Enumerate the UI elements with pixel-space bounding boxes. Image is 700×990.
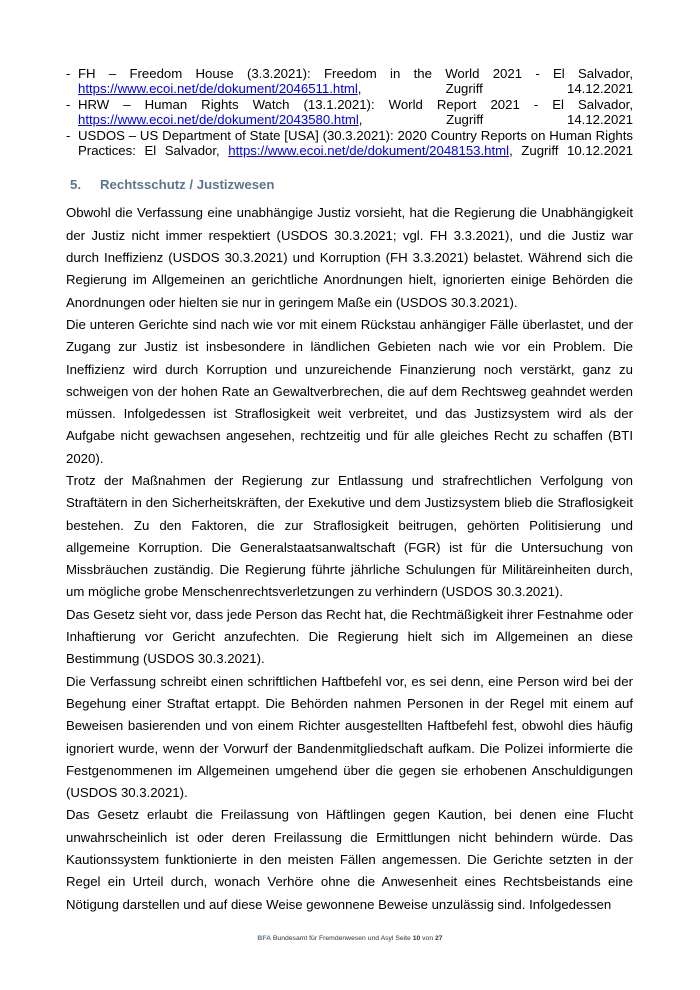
section-number: 5. [70, 177, 81, 193]
body-paragraph: Obwohl die Verfassung eine unabhängige Justiz vorsieht, hat die Regierung die Unabhängigkeit der Justiz nicht immer respektiert (USDOS 30.3.2021; vgl. FH 3.3.2021), und die Justiz war durch Ineffizienz (USDOS 30.3.2021) und Korruption (FH 3.3.2021) belastet. Während sich die Regierung im Allgemeinen an gerichtliche Anordnungen hielt, ignorierten einige Behörden die Anordnungen oder hielten sie nur in geringem Maße ein (USDOS 30.3.2021). [66, 205, 633, 310]
source-text: HRW – Human Rights Watch (13.1.2021): World Report 2021 - El Salvador, [78, 96, 633, 112]
source-text: FH – Freedom House (3.3.2021): Freedom in the World 2021 - El Salvador, [78, 66, 633, 81]
footer-org: Bundesamt für Fremdenwesen und Asyl [272, 935, 394, 942]
list-item: - HRW – Human Rights Watch (13.1.2021): World Report 2021 - El Salvador, https://www.ecoi.net/de/dokument/2043580.html, Zugriff 14.12.2021 [66, 96, 633, 128]
section-title: Rechtsschutz / Justizwesen [100, 177, 275, 193]
source-link[interactable]: https://www.ecoi.net/de/dokument/2048153.html [228, 143, 510, 159]
footer-page-number: 10 [412, 935, 421, 942]
source-suffix: , Zugriff 14.12.2021 [358, 112, 633, 128]
list-item: - FH – Freedom House (3.3.2021): Freedom in the World 2021 - El Salvador, https://www.ecoi.net/de/dokument/2046511.html, Zugriff 14.12.2021 [66, 66, 633, 97]
source-list [66, 66, 633, 158]
bfa-logo: BFA [257, 935, 271, 942]
body-paragraph: Trotz der Maßnahmen der Regierung zur Entlassung und strafrechtlichen Verfolgung von Straftätern in den Sicherheitskräften, der Exekutive und dem Justizsystem blieb die Straflosigkeit bestehen. Zu den Faktoren, die zur Straflosigkeit beitrugen, gehörten Politisierung und allgemeine Korruption. Die Generalstaatsanwaltschaft (FGR) ist für die Untersuchung von Missbräuchen zuständig. Die Regierung führte jährliche Schulungen für Militäreinheiten durch, um mögliche grobe Menschenrechtsverletzungen zu verhindern (USDOS 30.3.2021). [66, 473, 633, 600]
section-heading [66, 177, 633, 192]
source-suffix: , Zugriff 14.12.2021 [357, 81, 633, 97]
document-page [66, 66, 633, 916]
source-text: USDOS – US Department of State [USA] (30.3.2021): 2020 Country Reports on Human Rights Practices: El Salvador, [78, 127, 633, 159]
body-paragraph: Die Verfassung schreibt einen schriftlichen Haftbefehl vor, es sei denn, eine Person wird bei der Begehung einer Straftat ertappt. Die Behörden nahmen Personen in der Regel mit einem auf Beweisen basierenden und von einem Richter ausgestellten Haftbefehl fest, obwohl dies häufig ignoriert wurde, wenn der Vorwurf der Bandenmitgliedschaft aufkam. Die Polizei informierte die Festgenommenen im Allgemeinen umgehend über die gegen sie erhobenen Anschuldigungen (USDOS 30.3.2021). [66, 673, 633, 801]
source-link[interactable]: https://www.ecoi.net/de/dokument/2046511.html [78, 81, 358, 97]
footer-of-label: von [422, 935, 434, 942]
source-link[interactable]: https://www.ecoi.net/de/dokument/2043580.html [78, 112, 359, 128]
footer-page-total: 27 [435, 935, 443, 942]
footer-page-label: Seite [395, 935, 411, 942]
body-paragraph: Das Gesetz erlaubt die Freilassung von Häftlingen gegen Kaution, bei denen eine Flucht unwahrscheinlich ist oder deren Freilassung die Ermittlungen nicht behindern würde. Das Kautionssystem funktionierte in den meisten Fällen angemessen. Die Gerichte setzten in der Regel ein Urteil durch, wonach Verhöre ohne die Anwesenheit eines Rechtsbeistands eine Nötigung darstellen und auf diese Weise gewonnene Beweise unzulässig sind. Infolgedessen [66, 807, 633, 912]
body-paragraph: Das Gesetz sieht vor, dass jede Person das Recht hat, die Rechtmäßigkeit ihrer Festnahme oder Inhaftierung vor Gericht anzufechten. Die Regierung hielt sich im Allgemeinen an diese Bestimmung (USDOS 30.3.2021). [66, 606, 633, 667]
page-footer [0, 935, 700, 942]
body-paragraph: Die unteren Gerichte sind nach wie vor mit einem Rückstau anhängiger Fälle überlastet, und der Zugang zur Justiz ist insbesondere in ländlichen Gebieten nach wie vor ein Problem. Die Ineffizienz wird durch Korruption und unzureichende Finanzierung noch verstärkt, ganz zu schweigen von der hohen Rate an Gewaltverbrechen, die auf dem Rechtsweg geahndet werden müssen. Infolgedessen ist Straflosigkeit weit verbreitet, und das Justizsystem wird als der Aufgabe nicht gewachsen angesehen, rechtzeitig und für alle gleiches Recht zu schaffen (BTI 2020). [66, 316, 633, 466]
list-item: - USDOS – US Department of State [USA] (30.3.2021): 2020 Country Reports on Human Rights Practices: El Salvador, https://www.ecoi.net/de/dokument/2048153.html, Zugriff 10.12.2021 [66, 127, 633, 159]
source-suffix: , Zugriff 10.12.2021 [509, 143, 633, 159]
